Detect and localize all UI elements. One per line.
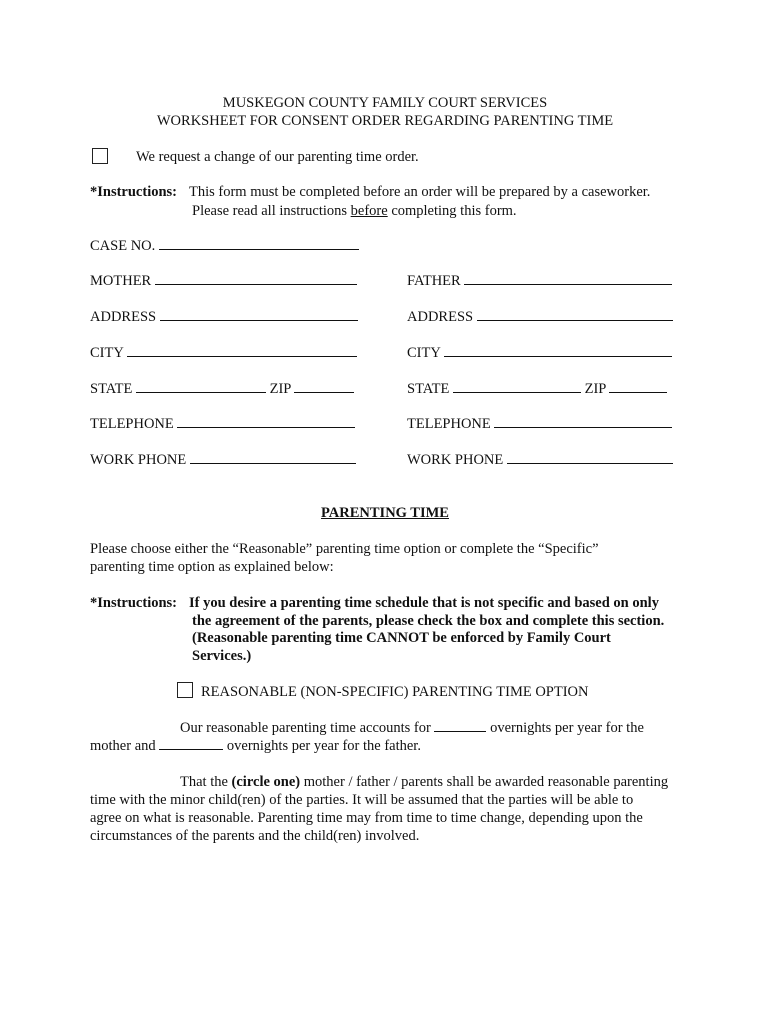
mother-state-label: STATE xyxy=(90,381,133,397)
award-line3: agree on what is reasonable. Parenting time may from time to time change, depending upon the xyxy=(90,810,643,826)
mother-state-zip-row xyxy=(90,381,354,398)
mother-telephone-label: TELEPHONE xyxy=(90,416,174,432)
father-overnights-field[interactable] xyxy=(159,748,223,750)
award-line4: circumstances of the parents and the child(ren) involved. xyxy=(90,828,420,844)
father-zip-field[interactable] xyxy=(609,391,667,393)
mother-state-field[interactable] xyxy=(136,391,266,393)
father-label: FATHER xyxy=(407,273,461,289)
mother-city-label: CITY xyxy=(90,345,124,361)
award-text-b: mother / father / parents shall be awarded reasonable parenting xyxy=(300,774,669,790)
father-address-field[interactable] xyxy=(477,319,673,321)
father-telephone-field[interactable] xyxy=(494,426,672,428)
mother-label: MOTHER xyxy=(90,273,152,289)
instructions2-line2: the agreement of the parents, please check the box and complete this section. xyxy=(192,613,665,629)
father-address-row xyxy=(407,309,673,326)
form-title-line2: WORKSHEET FOR CONSENT ORDER REGARDING PARENTING TIME xyxy=(156,113,614,129)
father-state-field[interactable] xyxy=(453,391,581,393)
overnights-text-a: Our reasonable parenting time accounts for xyxy=(180,720,431,736)
mother-address-label: ADDRESS xyxy=(90,309,157,325)
mother-work-phone-label: WORK PHONE xyxy=(90,452,187,468)
mother-telephone-row xyxy=(90,416,355,433)
father-state-zip-row xyxy=(407,381,667,398)
father-zip-label: ZIP xyxy=(584,381,606,397)
mother-zip-field[interactable] xyxy=(294,391,354,393)
mother-overnights-field[interactable] xyxy=(434,730,486,732)
mother-row xyxy=(90,273,357,290)
mother-address-row xyxy=(90,309,358,326)
change-request-checkbox[interactable] xyxy=(92,148,108,164)
mother-address-field[interactable] xyxy=(160,319,358,321)
change-request-label: We request a change of our parenting time order. xyxy=(136,149,419,165)
overnights-text-b: overnights per year for the xyxy=(490,720,644,736)
instructions2-line3: (Reasonable parenting time CANNOT be enforced by Family Court xyxy=(192,630,611,646)
award-text-a: That the xyxy=(180,774,232,790)
instructions-line1: This form must be completed before an order will be prepared by a caseworker. xyxy=(189,184,651,200)
father-city-label: CITY xyxy=(407,345,441,361)
mother-telephone-field[interactable] xyxy=(177,426,355,428)
instructions-line2 xyxy=(192,203,517,220)
father-work-phone-field[interactable] xyxy=(507,462,673,464)
instructions2-line4: Services.) xyxy=(192,648,252,664)
award-line2: time with the minor child(ren) of the parties. It will be assumed that the parties will be able to xyxy=(90,792,634,808)
overnights-text-d: overnights per year for the father. xyxy=(226,738,421,754)
case-no-row xyxy=(90,238,359,255)
mother-work-phone-row xyxy=(90,452,356,469)
mother-zip-label: ZIP xyxy=(269,381,291,397)
reasonable-option-label: REASONABLE (NON-SPECIFIC) PARENTING TIME OPTION xyxy=(201,684,589,700)
parenting-intro-line2: parenting time option as explained below: xyxy=(90,559,334,575)
instructions-before-emphasis: before xyxy=(350,203,388,219)
instructions2-line1: If you desire a parenting time schedule that is not specific and based on only xyxy=(189,595,659,611)
instructions-line2-start: Please read all instructions xyxy=(192,203,351,219)
father-city-field[interactable] xyxy=(444,355,672,357)
instructions-prefix: *Instructions: xyxy=(90,184,178,200)
father-state-label: STATE xyxy=(407,381,450,397)
parenting-intro-line1: Please choose either the “Reasonable” parenting time option or complete the “Specific” xyxy=(90,541,599,557)
father-work-phone-label: WORK PHONE xyxy=(407,452,504,468)
father-row xyxy=(407,273,672,290)
father-address-label: ADDRESS xyxy=(407,309,474,325)
mother-work-phone-field[interactable] xyxy=(190,462,356,464)
overnights-line2 xyxy=(90,738,421,755)
case-no-label: CASE NO. xyxy=(90,238,156,254)
mother-city-field[interactable] xyxy=(127,355,357,357)
parenting-time-heading: PARENTING TIME xyxy=(321,505,449,521)
instructions-line2-end: completing this form. xyxy=(387,203,517,219)
mother-city-row xyxy=(90,345,357,362)
award-line1 xyxy=(180,774,668,791)
instructions2-prefix: *Instructions: xyxy=(90,595,178,611)
father-telephone-label: TELEPHONE xyxy=(407,416,491,432)
mother-field[interactable] xyxy=(155,283,357,285)
father-field[interactable] xyxy=(464,283,672,285)
reasonable-option-checkbox[interactable] xyxy=(177,682,193,698)
father-city-row xyxy=(407,345,672,362)
overnights-line1 xyxy=(180,720,644,737)
circle-one-emphasis: (circle one) xyxy=(231,774,301,790)
overnights-text-c: mother and xyxy=(90,738,156,754)
form-title-line1: MUSKEGON COUNTY FAMILY COURT SERVICES xyxy=(222,95,548,111)
father-work-phone-row xyxy=(407,452,673,469)
case-no-field[interactable] xyxy=(159,248,359,250)
father-telephone-row xyxy=(407,416,672,433)
